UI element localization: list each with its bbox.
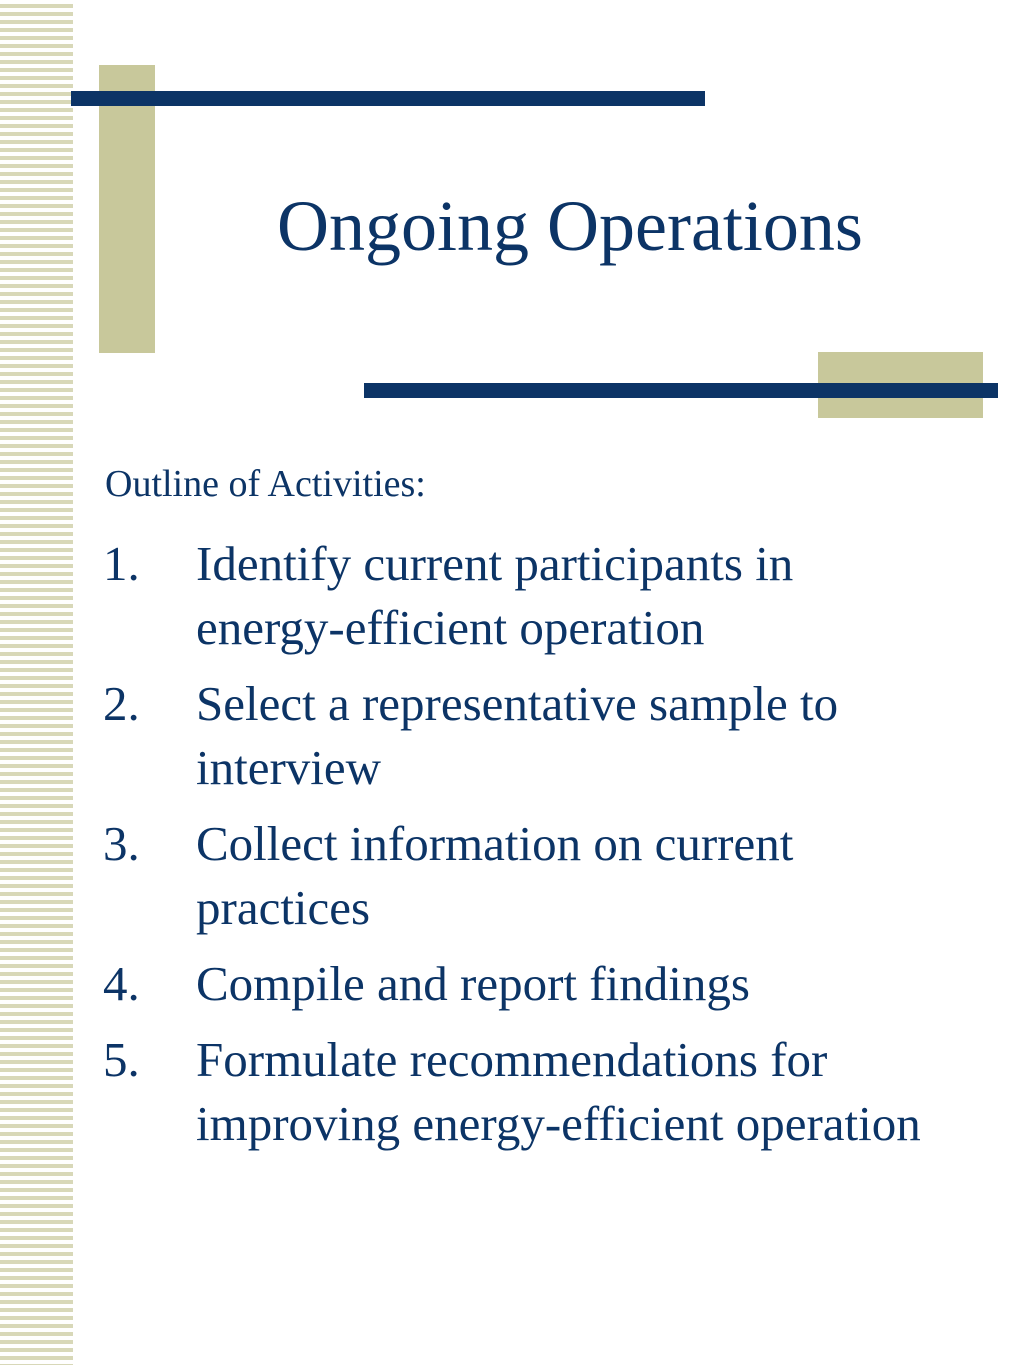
activity-number: 5. [103,1032,140,1087]
activity-text: Identify current participants in energy-efficient operation [196,536,794,655]
activity-item [103,812,923,940]
activity-text: Formulate recommendations for improving energy-efficient operation [196,1032,921,1151]
activity-number: 1. [103,536,140,591]
activity-number: 4. [103,956,140,1011]
activity-number: 2. [103,676,140,731]
activity-item [103,1028,923,1156]
decorative-stripe-band [0,0,73,1365]
activity-text: Compile and report findings [196,956,750,1011]
activity-item [103,672,923,800]
decorative-accent-line-bottom [364,383,998,398]
activities-intro: Outline of Activities: [105,463,426,505]
activity-text: Select a representative sample to interview [196,676,839,795]
activity-number: 3. [103,816,140,871]
decorative-accent-line-top [71,91,705,106]
activity-item [103,952,923,1016]
activity-item [103,532,923,660]
activity-list [103,532,923,1168]
activity-text: Collect information on current practices [196,816,794,935]
slide-title: Ongoing Operations [277,186,863,266]
